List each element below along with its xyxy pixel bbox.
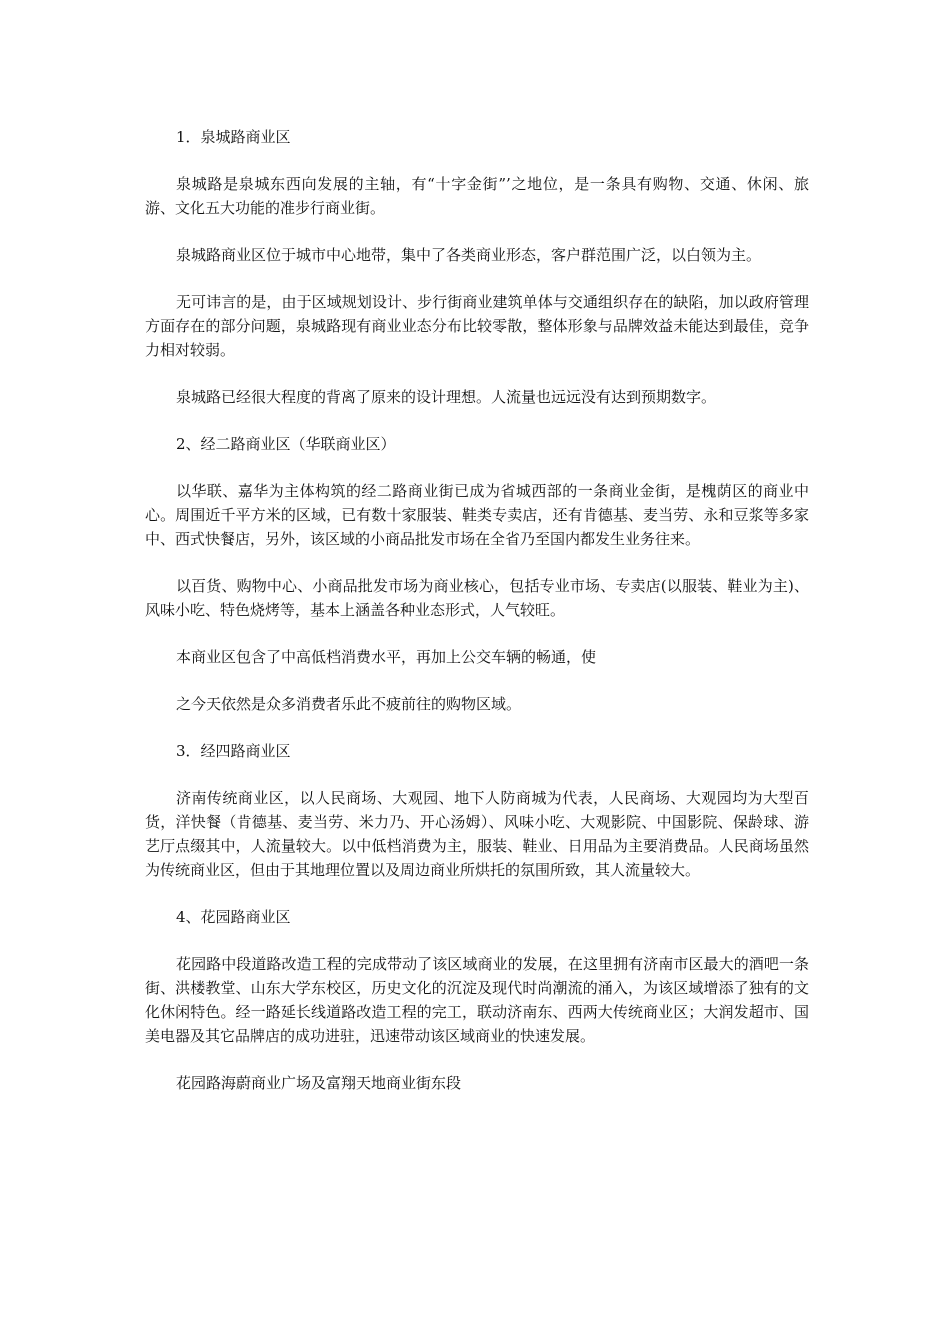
section-heading: 3．经四路商业区 <box>176 742 291 760</box>
paragraph: 泉城路是泉城东西向发展的主轴，有“十字金街”’之地位，是一条具有购物、交通、休闲、旅游、文化五大功能的准步行商业街。 <box>145 175 809 217</box>
document-body <box>145 125 809 1118</box>
paragraph: 泉城路已经很大程度的背离了原来的设计理想。人流量也远远没有达到预期数字。 <box>176 388 717 406</box>
paragraph: 花园路中段道路改造工程的完成带动了该区域商业的发展，在这里拥有济南市区最大的酒吧一条街、洪楼教堂、山东大学东校区，历史文化的沉淀及现代时尚潮流的涌入，为该区域增添了独有的文化休闲特色。经一路延长线道路改造工程的完工，联动济南东、西两大传统商业区；大润发超市、国美电器及其它品牌店的成功进驻，迅速带动该区域商业的快速发展。 <box>145 955 809 1045</box>
section-heading: 1．泉城路商业区 <box>176 128 291 146</box>
paragraph: 以华联、嘉华为主体构筑的经二路商业街已成为省城西部的一条商业金街，是槐荫区的商业中心。周围近千平方米的区域，已有数十家服装、鞋类专卖店，还有肯德基、麦当劳、永和豆浆等多家中、西式快餐店，另外，该区域的小商品批发市场在全省乃至国内都发生业务往来。 <box>145 482 809 548</box>
paragraph: 以百货、购物中心、小商品批发市场为商业核心，包括专业市场、专卖店(以服装、鞋业为主)、风味小吃、特色烧烤等，基本上涵盖各种业态形式，人气较旺。 <box>145 577 809 619</box>
paragraph: 花园路海蔚商业广场及富翔天地商业街东段 <box>176 1074 462 1092</box>
section-heading: 4、花园路商业区 <box>176 908 291 926</box>
paragraph: 之今天依然是众多消费者乐此不疲前往的购物区域。 <box>176 695 522 713</box>
paragraph: 泉城路商业区位于城市中心地带，集中了各类商业形态，客户群范围广泛，以白领为主。 <box>176 246 762 264</box>
section-heading: 2、经二路商业区（华联商业区） <box>176 435 396 453</box>
paragraph: 济南传统商业区，以人民商场、大观园、地下人防商城为代表，人民商场、大观园均为大型百货，洋快餐（肯德基、麦当劳、米力乃、开心汤姆）、风味小吃、大观影院、中国影院、保龄球、游艺厅点缀其中，人流量较大。以中低档消费为主，服装、鞋业、日用品为主要消费品。人民商场虽然为传统商业区，但由于其地理位置以及周边商业所烘托的氛围所致，其人流量较大。 <box>145 789 809 879</box>
paragraph: 无可讳言的是，由于区域规划设计、步行街商业建筑单体与交通组织存在的缺陷，加以政府管理方面存在的部分问题，泉城路现有商业业态分布比较零散，整体形象与品牌效益未能达到最佳，竞争力相对较弱。 <box>145 293 809 359</box>
paragraph: 本商业区包含了中高低档消费水平，再加上公交车辆的畅通，使 <box>176 648 597 666</box>
